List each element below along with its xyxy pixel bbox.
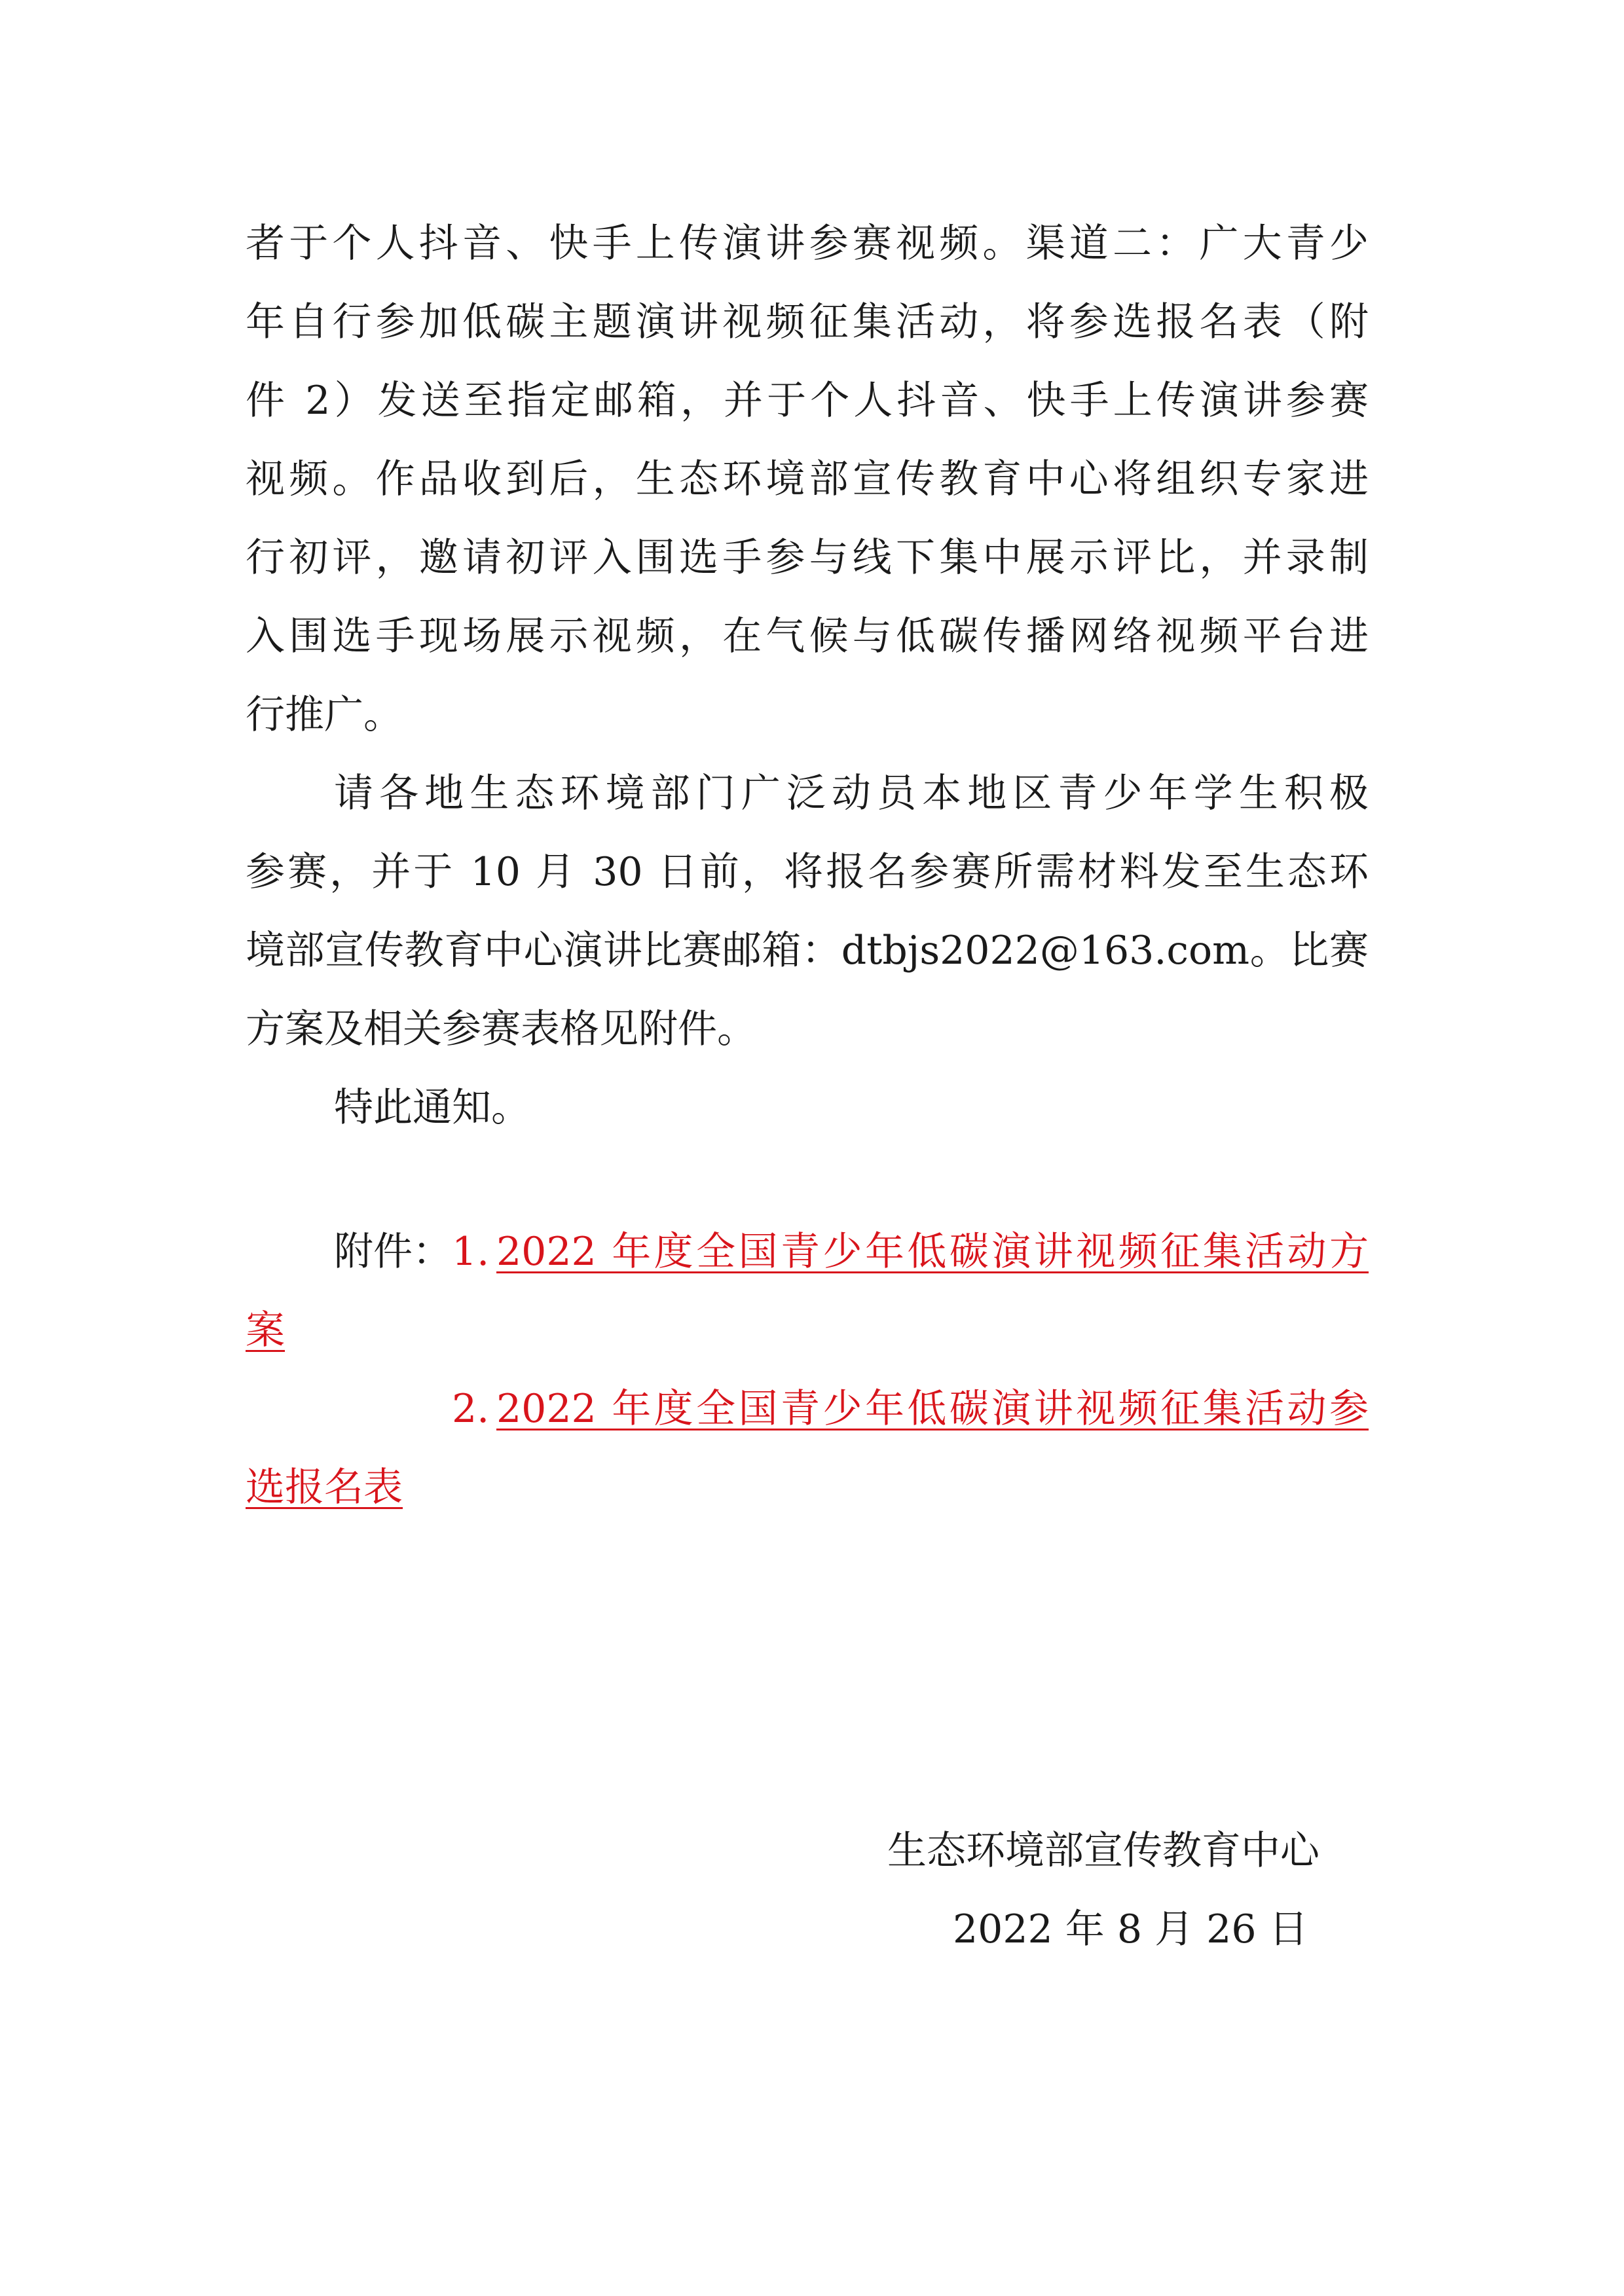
attachments-label: 附件： bbox=[334, 1229, 452, 1275]
paragraph1-line-6: 入围选手现场展示视频，在气候与低碳传播网络视频平台进 bbox=[246, 613, 1369, 659]
paragraph1-line-4: 视频。作品收到后，生态环境部宣传教育中心将组织专家进 bbox=[246, 456, 1369, 502]
paragraph2-line-2: 参赛，并于 10 月 30 日前，将报名参赛所需材料发至生态环 bbox=[246, 849, 1369, 895]
paragraph1-line-2: 年自行参加低碳主题演讲视频征集活动，将参选报名表（附 bbox=[246, 299, 1369, 345]
paragraph1-line-7: 行推广。 bbox=[246, 692, 403, 738]
attachment-2-link-continued[interactable]: 选报名表 bbox=[246, 1465, 403, 1510]
paragraph2-line-1: 请各地生态环境部门广泛动员本地区青少年学生积极 bbox=[334, 771, 1369, 816]
paragraph2-line-3: 境部宣传教育中心演讲比赛邮箱：dtbjs2022@163.com。比赛 bbox=[246, 928, 1369, 974]
paragraph1-line-3: 件 2）发送至指定邮箱，并于个人抖音、快手上传演讲参赛 bbox=[246, 378, 1369, 424]
attachment-1-number: 1. bbox=[452, 1229, 490, 1275]
signature-organization: 生态环境部宣传教育中心 bbox=[887, 1828, 1320, 1874]
attachment-1-link[interactable]: 2022 年度全国青少年低碳演讲视频征集活动方 bbox=[496, 1229, 1369, 1275]
paragraph2-line-4: 方案及相关参赛表格见附件。 bbox=[246, 1006, 756, 1052]
closing-text: 特此通知。 bbox=[334, 1085, 530, 1131]
attachment-2-link[interactable]: 2022 年度全国青少年低碳演讲视频征集活动参 bbox=[496, 1386, 1369, 1432]
paragraph1-line-5: 行初评，邀请初评入围选手参与线下集中展示评比，并录制 bbox=[246, 535, 1369, 581]
attachment-2-number: 2. bbox=[452, 1386, 490, 1432]
paragraph1-line-1: 者于个人抖音、快手上传演讲参赛视频。渠道二：广大青少 bbox=[246, 221, 1369, 266]
signature-date: 2022 年 8 月 26 日 bbox=[953, 1906, 1308, 1952]
attachment-1-link-continued[interactable]: 案 bbox=[246, 1307, 285, 1353]
